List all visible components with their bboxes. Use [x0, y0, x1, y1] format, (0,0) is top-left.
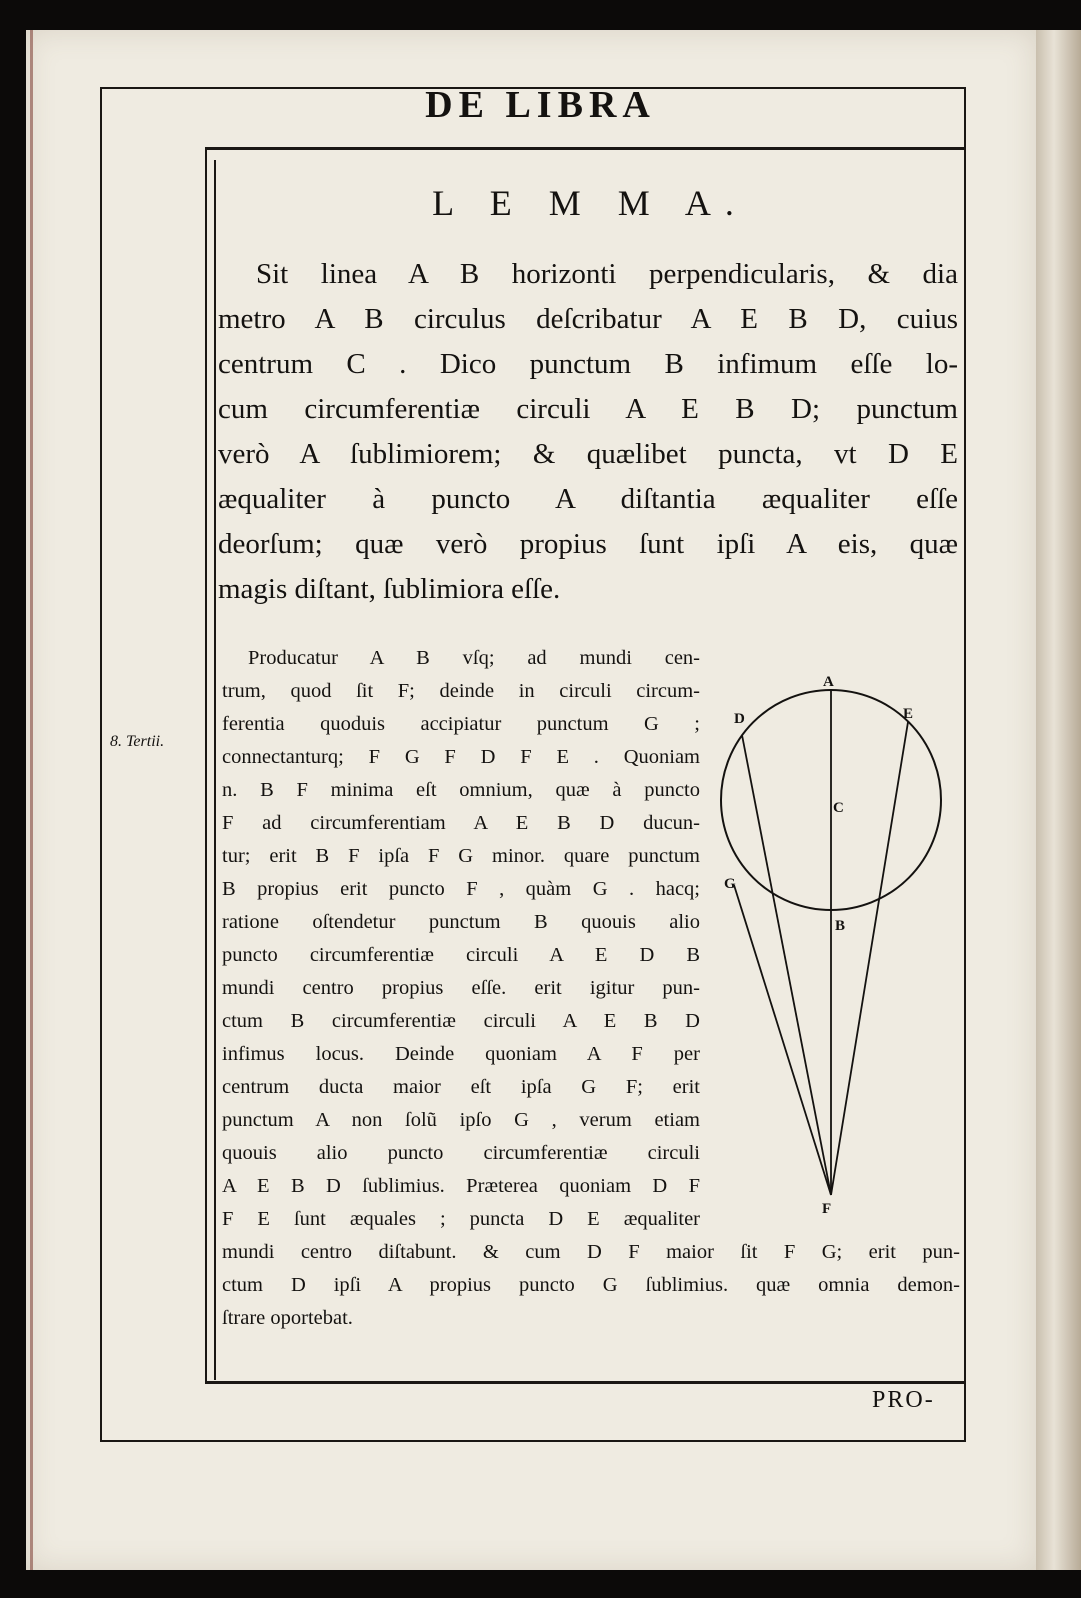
proof-line: ctum D ipſi A propius puncto G ſublimius. quæ omnia demon- [222, 1274, 960, 1296]
lemma-line: Sit linea A B horizonti perpendicularis, & dia [256, 258, 958, 290]
proof-line: mundi centro diſtabunt. & cum D F maior ſit F G; erit pun- [222, 1241, 960, 1263]
running-head: DE LIBRA [425, 84, 656, 126]
label-a: A [823, 674, 834, 690]
line-ef [831, 722, 908, 1195]
proof-line: F E ſunt æquales ; puncta D E æqualiter [222, 1208, 700, 1230]
proof-line: centrum ducta maior eſt ipſa G F; erit [222, 1076, 700, 1098]
lemma-line: metro A B circulus deſcribatur A E B D, cuius [218, 303, 958, 335]
footer-rule [205, 1381, 966, 1384]
proof-line: infimus locus. Deinde quoniam A F per [222, 1043, 700, 1065]
proof-line: punctum A non ſolũ ipſo G , verum etiam [222, 1109, 700, 1131]
label-c: C [833, 800, 844, 816]
text-block-left-rule [205, 147, 207, 1384]
proof-line: ſtrare oportebat. [222, 1307, 353, 1329]
proof-line: connectanturq; F G F D F E . Quoniam [222, 746, 700, 768]
page-fore-edge [1036, 30, 1081, 1570]
lemma-statement [218, 252, 958, 612]
lemma-line: æqualiter à puncto A diſtantia æqualiter eſſe [218, 483, 958, 515]
lemma-line: deorſum; quæ verò propius ſunt ipſi A eis, quæ [218, 528, 958, 560]
label-d: D [734, 711, 745, 727]
proof-line: ratione oſtendetur punctum B quouis alio [222, 911, 700, 933]
label-e: E [903, 706, 914, 722]
text-block-inner-rule [214, 160, 216, 1380]
lemma-title: L E M M A. [432, 183, 748, 223]
proof-column [222, 642, 700, 1236]
label-b: B [835, 918, 846, 934]
proof-line: ctum B circumferentiæ circuli A E B D [222, 1010, 700, 1032]
proof-line: Producatur A B vſq; ad mundi cen- [248, 647, 700, 669]
proof-line: A E B D ſublimius. Præterea quoniam D F [222, 1175, 700, 1197]
catchword: PRO- [872, 1387, 935, 1413]
proof-line: tur; erit B F ipſa F G minor. quare punctum [222, 845, 700, 867]
header-rule [205, 147, 966, 150]
lemma-line: verò A ſublimiorem; & quælibet puncta, vt D E [218, 438, 958, 470]
lemma-line: magis diſtant, ſublimiora eſſe. [218, 573, 561, 605]
line-df [742, 735, 831, 1195]
lemma-line: cum circumferentiæ circuli A E B D; punctum [218, 393, 958, 425]
geometric-figure [710, 660, 960, 1220]
proof-line: B propius erit puncto F , quàm G . hacq; [222, 878, 700, 900]
label-f: F [822, 1201, 832, 1217]
proof-line: n. B F minima eſt omnium, quæ à puncto [222, 779, 700, 801]
margin-note: 8. Tertii. [110, 733, 165, 750]
proof-line: trum, quod ſit F; deinde in circuli circum- [222, 680, 700, 702]
proof-line: puncto circumferentiæ circuli A E D B [222, 944, 700, 966]
binding-edge [30, 30, 33, 1570]
lemma-line: centrum C . Dico punctum B infimum eſſe lo- [218, 348, 958, 380]
label-g: G [724, 876, 736, 892]
proof-line: ferentia quoduis accipiatur punctum G ; [222, 713, 700, 735]
line-gf [734, 885, 831, 1195]
proof-line: F ad circumferentiam A E B D ducun- [222, 812, 700, 834]
proof-line: mundi centro propius eſſe. erit igitur pun- [222, 977, 700, 999]
proof-continuation [222, 1236, 960, 1335]
proof-line: quouis alio puncto circumferentiæ circuli [222, 1142, 700, 1164]
